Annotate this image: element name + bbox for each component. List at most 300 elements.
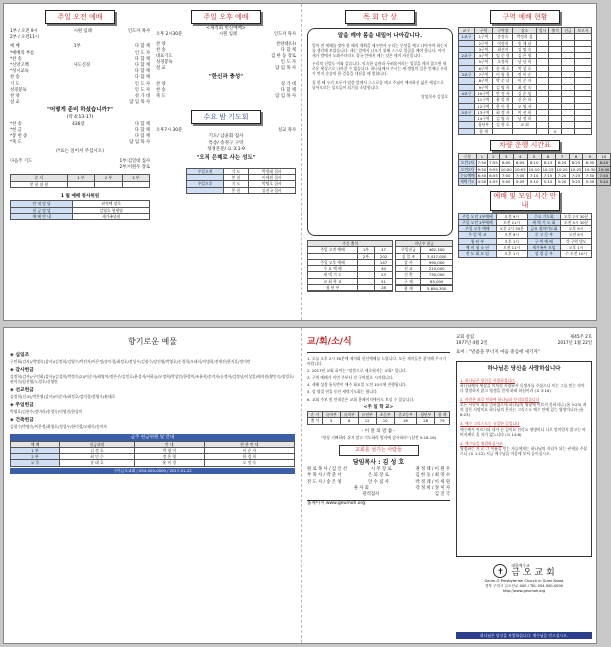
attendance-row-cell: 주일 오전 예배 — [308, 247, 358, 253]
offering-cell — [122, 181, 149, 187]
offering-cell: 봉 헌 위 원 — [11, 181, 68, 187]
pastor-note-paragraph: 얼마 전 새해를 맞아 한 해의 계획을 세우면서 우리는 무엇을 깨고 나아가야 하는지를 생각해 보았습니다. 새는 알에서 나오기 위해 스스로 껍질을 깨야 합니다. 어미 새가 밖에서 도와주더라도 결국 안에서 깨는 것은 새끼 자신입니다. — [312, 43, 448, 59]
sermon-title: "어떻게 준비 하셨습니까?" — [47, 107, 113, 114]
duty-header-cell: 현 관 안 내 — [204, 441, 294, 447]
duty-row-cell: 박정래 집사 — [248, 168, 295, 174]
district-row-cell: 이 순 자 — [513, 78, 536, 84]
attendance-row-cell: 2부 — [358, 253, 375, 259]
bus-row-cell: 7:05 — [513, 172, 527, 178]
order-row-cell: 1부 — [73, 44, 81, 50]
order-row-cell: *신앙고백 — [10, 63, 29, 69]
church-name: 금 오 교 회 — [511, 567, 555, 578]
staff-cell: 박 정 래 / 이 세 원 — [415, 479, 450, 485]
offering-total-row-cell: 462,300 — [421, 247, 453, 253]
bus-row-cell: 5:20 — [555, 179, 569, 185]
district-title: 구역 예배 현황 — [490, 10, 560, 24]
district-row-cell: 교 회 — [513, 122, 536, 128]
news-item: 6. 교회 주보 및 안내문은 교회 홈페이지에서도 보실 수 있습니다. — [307, 396, 415, 402]
news-item: 3. 구역 예배가 이번 주부터 각 구역별로 시작됩니다. — [307, 375, 394, 381]
bus-row-cell: 10:30 — [584, 166, 596, 172]
wednesday-time: 오후7시 30분 — [156, 128, 183, 134]
order-row-cell: *봉 헌 송 — [10, 134, 28, 140]
offering-total-row-cell: 5,894,300 — [421, 286, 453, 292]
meeting-row-cell: 전 도 회 모 임 — [459, 251, 497, 257]
monthly-verse-title: - 이 달 의 말 씀 - — [361, 428, 396, 434]
sunday-school-table — [307, 411, 450, 425]
news-item: 4. 새해 성경 통독반이 매주 화요일 오전 10시에 진행됩니다. — [307, 382, 408, 388]
offering-total-row-cell: 건 축 — [396, 272, 421, 278]
duty-row-cell: 이 순 자 — [204, 447, 294, 453]
bulletin-sheet-outside — [3, 327, 597, 644]
news-item: 2. 2017년 교회 표어는 "말씀으로 새로워지는 교회" 입니다. — [307, 368, 407, 374]
district-row-cell: 4교구 — [459, 90, 475, 96]
order-row-cell: 기 도 — [10, 81, 20, 87]
bus-row-cell: 5:25 — [569, 179, 583, 185]
district-row-cell — [562, 128, 575, 134]
attendance-row-cell: 새 벽 기 도 — [308, 272, 358, 278]
bus-row-cell: 9:55 — [489, 166, 498, 172]
district-row-cell: 3교구 — [459, 72, 475, 78]
meeting-row-cell: 오전 5시 30분 — [561, 219, 592, 225]
district-row-cell: 최선자 — [493, 46, 513, 52]
order-row-cell: 김 한 동 장로 — [271, 54, 296, 60]
order-row-cell: 담 임 목 사 — [275, 66, 296, 72]
attendance-row-cell: 23 — [374, 272, 393, 278]
attendance-row-cell: 교 회 학 교 — [308, 278, 358, 284]
district-row — [459, 128, 592, 134]
wednesday-scripture: 성경본문/ 요 3:1-9 — [207, 147, 245, 153]
order-row — [10, 140, 150, 146]
church-address: 경북 구미시 금오산로 000 / TEL 054-000-0000 — [484, 583, 564, 588]
evening-closing-list — [156, 82, 296, 101]
gospel-section-text: 예수께서 이르시되 내가 곧 길이요 진리요 생명이니 나로 말미암지 않고는 아버지께로 올 자가 없느니라 (요 14:6) — [460, 426, 586, 437]
duty-row-cell: 이세원 집사 — [248, 174, 295, 180]
duty-row-cell: 박 영 미 — [134, 447, 204, 453]
offering-category-names: 강정희(감사)/구인회(감사)/김성희/박정숙(2)/이순자/최영미/정은주/김민호/윤성자/서하늘/오정희/박상민/한경미/조윤희/송미자/유정아/김정남/이상훈/배지원/황인숙/장경호/권미숙/임선영/노정호/신영란 — [10, 374, 294, 385]
attendance-row-cell: 28 — [374, 285, 393, 291]
attendance-row-cell: 51 — [374, 278, 393, 284]
offering-list-column — [10, 328, 295, 643]
duty-row-cell: 오 정 숙 — [204, 460, 294, 466]
offering-total-row-cell: 합 계 — [396, 286, 421, 292]
fold-line — [301, 4, 302, 320]
bus-row-cell: 4:55 — [489, 179, 498, 185]
meeting-row-cell: 주일 오전 1부예배 — [459, 213, 497, 219]
pastor-note-headline: 알을 깨야 몸을 내밀어 나아갑니다. — [337, 33, 423, 39]
district-row-cell: 이 영 경 — [493, 72, 513, 78]
district-row-cell: 최 정 숙 — [513, 84, 536, 90]
attendance-row-cell: 202 — [374, 253, 393, 259]
bus-header-cell: 7 — [555, 154, 569, 160]
duty-row-cell: 주일오전 — [187, 168, 224, 174]
order-row-cell: *성시교독 — [10, 69, 29, 75]
founding-date: 1977년 4월 2일 — [456, 341, 488, 347]
bus-row-cell: 10:05 — [514, 166, 526, 172]
staff-cell: 강 정 희 / 정 미 자 — [415, 485, 450, 491]
bus-row-cell: 8:05 — [513, 160, 527, 166]
news-list — [307, 356, 450, 402]
district-row-cell: 이 선 희 — [513, 109, 536, 115]
order-row-cell: 다 함 께 — [134, 56, 150, 62]
district-row-cell — [459, 128, 475, 134]
bus-row-cell: 10:15 — [542, 166, 554, 172]
meeting-row-cell: 각 구역 별도 — [561, 238, 592, 244]
offering-category-names: 김철수/박명숙/이은정/최영호/정성우/한미경/오태식/송미자 — [10, 424, 107, 430]
issue-date: 2017년 1월 22일 — [557, 341, 592, 347]
district-header-cell: 장소 — [513, 28, 536, 34]
offering-header-cell: 3 부 — [122, 175, 149, 181]
meeting-row-cell: 주일 오전 2부예배 — [459, 219, 497, 225]
meeting-row-cell: 오후 1시 — [496, 238, 527, 244]
staff-cell: 안 수 집 사 — [368, 479, 389, 485]
gospel-section-text: 영접하는 자 곧 그 이름을 믿는 자들에게는 하나님의 자녀가 되는 권세를 주셨으니 (요 1:12) 지금 예수님을 마음에 모셔 들이십시오. — [460, 445, 587, 456]
bus-row-cell: 5:05 — [513, 179, 527, 185]
bus-row-cell: 6:55 — [489, 172, 498, 178]
district-row-cell: 김 영 희 — [493, 84, 513, 90]
sunday-school-header-cell: 청년부 — [417, 412, 435, 418]
district-row-cell: 5구역 — [474, 59, 493, 65]
meeting-row-cell: 청 년 부 — [459, 238, 497, 244]
district-row-cell: 송 제 호 — [493, 65, 513, 71]
church-news-column — [307, 328, 450, 643]
bus-header-cell: 9 — [583, 154, 597, 160]
staff-cell: 김 진 국 — [434, 491, 450, 497]
bus-row-cell: 8:00 — [499, 160, 513, 166]
duty-header-cell: 예 배 — [11, 441, 60, 447]
order-row-cell: 찬 송 — [10, 75, 20, 81]
district-row-cell — [513, 128, 536, 134]
duty-row-cell: 주일오후 — [187, 181, 224, 187]
duty-header-cell: 헌금위원 — [59, 441, 134, 447]
district-row-cell: 1구역 — [474, 34, 493, 40]
order-row-cell: 436장 — [72, 121, 85, 127]
duty-row-cell: 박병호 집사 — [248, 181, 295, 187]
order-row-cell: 인 도 자 — [134, 50, 150, 56]
district-row-cell: 5교구 — [459, 109, 475, 115]
attendance-row-cell: 청 년 부 — [308, 285, 358, 291]
sunday-school-cell: 5 — [322, 418, 340, 424]
wednesday-leader: 설교 목사 — [278, 128, 296, 134]
district-row-cell: 합 계 — [474, 128, 493, 134]
order-row-cell: 인 도 자 — [280, 60, 296, 66]
order-row-cell: *찬 송 — [10, 56, 22, 62]
district-row-cell: 0 — [549, 128, 562, 134]
evening-service-subtitle: <제직회 헌신예배> — [206, 26, 246, 31]
duty-row-cell: 한 경 희 — [204, 454, 294, 460]
meeting-row-cell: 주 일 학 교 — [459, 232, 497, 238]
duty-row-cell: 기 도 — [224, 168, 248, 174]
bus-row-cell: 7:50 — [477, 160, 487, 166]
district-row-cell — [574, 128, 591, 134]
meeting-row-cell: 구 역 예 배 — [527, 238, 561, 244]
cross-logo-icon: ✝ — [493, 564, 507, 578]
duty-row-cell: 기 도 — [224, 181, 248, 187]
duty-row-cell: 윤 미 경 — [134, 460, 204, 466]
church-theme: 표어 : "말씀을 무너지 마음 중심에 새기자" — [456, 350, 540, 356]
district-row-cell — [536, 128, 549, 134]
order-row-cell: 담 임 목 사 — [129, 140, 150, 146]
bus-row-cell: 7:40 — [597, 172, 611, 178]
bus-row-cell: 5:40 — [597, 179, 611, 185]
gospel-section-text: 모든 사람이 죄를 범하였으매 하나님의 영광에 이르지 못하더니 (롬 3:23) 죄의 삯은 사망이요 하나님의 은사는 그리스도 예수 안에 있는 영생이니라 (롬 6:23) — [460, 402, 587, 418]
district-header-cell: 구역장 — [493, 28, 513, 34]
district-row-cell: 김 영 숙 — [493, 116, 513, 122]
meeting-row-cell: 오후 1시 — [496, 251, 527, 257]
sunday-school-header-cell: 순 서 — [308, 412, 323, 418]
meeting-row-cell: 예 비 청 소 년 — [459, 245, 497, 251]
district-row-cell: 7구역 — [474, 72, 493, 78]
district-row-cell: 오 영 자 — [513, 103, 536, 109]
bus-row-cell: 9:50 — [477, 166, 487, 172]
attendance-row-cell: 주일 오후 예배 — [308, 259, 358, 265]
bus-row-cell: 5:15 — [541, 179, 555, 185]
meeting-row-cell: 중 고 등 부 — [527, 232, 561, 238]
district-row-cell — [493, 128, 513, 134]
bus-row-cell: 8:25 — [569, 160, 583, 166]
bus-row-cell: 10:00 — [500, 166, 512, 172]
offering-category-label: ◈ 선교헌금 — [10, 388, 34, 394]
meeting-row-cell: 수 오전 10시 — [561, 251, 592, 257]
attendance-row-cell — [358, 291, 375, 292]
next-week-prayer: 다음주 기도 1부:김일대 집사 — [10, 159, 150, 165]
service-row-cell: 새가족위원 — [73, 214, 150, 220]
bus-header-cell: 6 — [541, 154, 555, 160]
attendance-row — [308, 291, 393, 292]
order-row-cell: 축 도 — [156, 94, 166, 100]
attendance-row-cell: 1부 — [358, 247, 375, 253]
gospel-box — [456, 361, 592, 557]
bus-header-cell: 4 — [513, 154, 527, 160]
church-homepage[interactable]: http://www.geumoh.org — [502, 588, 546, 593]
order-row-cell: 다 함 께 — [134, 44, 150, 50]
bus-row-cell: 8:15 — [541, 160, 555, 166]
order-row-cell: 성경봉독 — [156, 60, 173, 66]
district-row-cell: 10구역 — [474, 90, 493, 96]
order-row-cell: 다 함 께 — [280, 47, 296, 53]
order-row-cell: 설 교 — [156, 66, 166, 72]
district-header-cell: 헌금 — [562, 28, 575, 34]
issue-number: 제45주 2호 — [569, 335, 592, 340]
morning-service-title: 주일 오전 예배 — [45, 10, 115, 24]
gospel-title: 하나님은 당신을 사랑하십니다 — [487, 365, 561, 372]
pastor-note-title: 목 회 단 상 — [345, 10, 415, 24]
meeting-row-cell: 성 경 공 부 — [527, 251, 561, 257]
homepage-footer: 홈페이지 www.geumoh.org — [307, 500, 450, 507]
staff-cell: 원 로 목 사 / 김 인 선 — [307, 467, 348, 473]
pastor-note-paragraph: 올 한 해 우리 모두가 말씀 앞에서 스스로를 깨고 주님이 예비하신 넓은 세상으로 날아오르는 성도들이 되기를 소망합니다. — [312, 79, 444, 90]
meeting-row-cell: 오전 9시 — [496, 213, 527, 219]
district-header-cell: 일시 — [536, 28, 549, 34]
district-row-cell: 신 은 희 — [513, 97, 536, 103]
meeting-row — [459, 251, 592, 257]
duty-row-cell: 김 정 호 — [59, 447, 134, 453]
bus-row-cell: 새벽기도 — [460, 179, 475, 185]
duty-row-cell: 최 민 수 — [59, 454, 134, 460]
offering-total-row-cell: 990,000 — [421, 259, 453, 265]
attendance-row-cell — [308, 291, 358, 292]
offering-total-row-cell: 85,000 — [421, 278, 453, 284]
service-row-cell: 김영호 형제팀 — [73, 207, 150, 213]
offering-total-row-cell: 3,417,000 — [421, 253, 453, 259]
district-row-cell: 이정희 — [493, 40, 513, 46]
bus-row-cell: 7:15 — [541, 172, 555, 178]
bus-header-cell: 2 — [488, 154, 500, 160]
bus-row-cell: 수요예배 — [460, 172, 475, 178]
bus-row-cell: 오전2차 — [459, 166, 477, 172]
attendance-row-cell: 40 — [374, 266, 393, 272]
church-english-name: Geum-O Presbyterian Church in Gumi Korea — [484, 578, 564, 583]
closing-order-list — [10, 122, 150, 147]
district-header-cell: 출석 — [549, 28, 562, 34]
founding-label: 교회 설립 — [456, 335, 474, 340]
service-row-cell: 권혁택 장로 — [73, 201, 150, 207]
bus-header-cell: 구분 — [459, 154, 477, 160]
attendance-row-cell — [374, 291, 393, 292]
order-row-cell: 다 함 께 — [134, 63, 150, 69]
staff-list — [307, 467, 450, 498]
district-row-cell: 12구역 — [474, 103, 493, 109]
bus-row — [459, 166, 611, 172]
wednesday-prayer: 기도/ 남윤회 집사 — [208, 134, 244, 140]
bus-row-cell: 8:30 — [583, 160, 597, 166]
duty-row-cell: 봉 헌 — [224, 187, 248, 193]
cover-column — [456, 328, 592, 643]
order-row-cell: 인 도 자 — [134, 87, 150, 93]
sunday-school-header-cell: 유치부 — [340, 412, 358, 418]
meeting-times-title: 예배 및 모임 시간 안내 — [490, 191, 560, 211]
morning-service-column: 주일 오전 예배 1부 / 오전 9시 시원 입례 인도자 목사 2부 / 오전11시 예 배 1부 다 함 께 *예배의 부름 인 도 자 *찬 송 다 함 께 *신앙고백 사도신경 다 함 께 *성시교독 다 함 께 찬 송 다 함 께 기 도 인 도 자 성경봉독 인 도 자 찬 양 성 가 대 설 교 담 임 목 사 "어떻게 준비 하셨습니까?" (막 4:13-17) *찬 송 436장 다 함 께 *헌 금 다 함 께 *봉 헌 송 다 함 께 *축 도 담 임 목 사 (*표는 일어서 주십시오) 다음주 기도 1부:김일대 집사 2부:이원우 장로 순 서 1 부 2 부 3 부 봉 헌 위 원 1 월 예배 봉사위원 안 내 담 당 권혁택 장로 헌 금 담 당 김영호 형제팀 예 배 안 내 새가족위원 — [10, 4, 150, 320]
offering-category-list — [10, 352, 295, 430]
meeting-row-cell: 오전 9시 — [496, 232, 527, 238]
staff-cell: 시 무 장 로 — [370, 467, 392, 473]
gospel-section-head: 1. 하나님은 당신을 사랑하십니다 — [460, 377, 515, 383]
footer-bar: 구미금오교회 / 054-000-0000 / 2017-01-22 — [10, 468, 295, 474]
duty-row-cell: 봉 헌 — [224, 174, 248, 180]
offering-category-label: ◈ 십일조 — [10, 353, 30, 358]
bus-row-cell: 5:30 — [583, 179, 597, 185]
duty-row-cell: 송 태 호 — [59, 460, 134, 466]
pastor-signature: 담임목사 김성호 — [421, 93, 448, 99]
order-row-cell: 다 함 께 — [134, 121, 150, 127]
district-row-cell: 박 순 녀 — [493, 78, 513, 84]
meeting-row-cell: 오후 7시 30분 — [561, 213, 592, 219]
bus-row-cell: 5:10 — [527, 179, 541, 185]
bus-row-cell: 5:00 — [499, 179, 513, 185]
wednesday-service-title: 수요 밤 기도회 — [191, 110, 261, 124]
news-item: 5. 설 명절 연휴 동안 새벽기도회는 쉽니다. — [307, 389, 378, 395]
order-row-cell: *축 도 — [10, 140, 22, 146]
duty-row-cell — [187, 187, 224, 193]
denomination: 대한예수교 — [511, 562, 530, 568]
district-row-cell: 1교구 — [459, 34, 475, 40]
duty-row-cell: 2 부 — [11, 454, 60, 460]
church-logo-block — [456, 563, 592, 579]
district-row-cell: 11구역 — [474, 97, 493, 103]
pastor-column — [307, 4, 453, 320]
order-row-cell: 다 함 께 — [134, 69, 150, 75]
offering-cell — [67, 181, 94, 187]
order-row-cell: *헌 금 — [10, 128, 22, 134]
wednesday-special-song: 특송/ 송정구 구역 — [208, 140, 244, 146]
district-row-cell: 14구역 — [474, 116, 493, 122]
staff-cell: 권 사 회 — [353, 485, 369, 491]
duty-row-cell: 정 은 영 — [134, 454, 204, 460]
evening-order-list — [156, 42, 296, 73]
district-header-cell: 교구 — [459, 28, 475, 34]
bus-header-cell: 3 — [499, 154, 513, 160]
bus-row-cell: 7:20 — [555, 172, 569, 178]
order-row-cell: 성 가 대 — [280, 81, 296, 87]
morning-order-list — [10, 44, 150, 106]
bus-row-cell: 오전1차 — [459, 160, 477, 166]
duty-row — [11, 460, 295, 466]
order-row-cell: *찬 송 — [10, 121, 22, 127]
order-row-cell: 찬 송 — [156, 87, 166, 93]
sunday-school-cell: 10 — [376, 418, 394, 424]
bus-row-cell: 7:00 — [499, 172, 513, 178]
sunday-school-cell: 8 — [340, 418, 358, 424]
bus-row-cell: 7:30 — [583, 172, 597, 178]
attendance-row-cell: 수 요 예 배 — [308, 266, 358, 272]
staff-cell: 김 한 동 / 최 영 수 — [415, 473, 450, 479]
offering-total-row — [396, 286, 453, 292]
schedule-column — [458, 4, 610, 320]
offering-total-table: 지난주 헌금 주일헌금 462,300 십 일 조 3,417,000 감 사 990,000 선 교 210,000 건 축 730,000 구 제 85,000 합 계 5,894,300 — [395, 240, 453, 292]
district-row-cell: 남 남 희 — [513, 59, 536, 65]
district-row-cell: 박 상 호 — [513, 65, 536, 71]
order-row-cell: 인 도 자 — [134, 81, 150, 87]
offering-total-row-cell: 십 일 조 — [396, 253, 421, 259]
bus-row-cell: 6:50 — [477, 172, 487, 178]
offering-header-cell: 1 부 — [67, 175, 94, 181]
staff-cell: 권 정 택 / 이 원 우 — [415, 467, 450, 473]
meeting-row-cell: 오후 2시 30분 — [496, 226, 527, 232]
order-row-cell: 성경봉독 — [10, 87, 27, 93]
bus-schedule-table — [458, 153, 611, 185]
service-committee-table — [10, 200, 150, 220]
district-row-cell: 박정희 집 — [513, 34, 536, 40]
order-row-cell: *예배의 부름 — [10, 50, 35, 56]
bus-row — [459, 160, 611, 166]
district-row-cell: 김 형 호 — [493, 122, 513, 128]
district-row-cell: 한 미 경 — [493, 103, 513, 109]
offering-cell — [95, 181, 122, 187]
order-row-cell: 찬 양 — [10, 94, 20, 100]
order-row-cell: 찬양대(다) — [276, 41, 296, 47]
service-row-cell: 헌 금 담 당 — [11, 207, 73, 213]
bus-row — [459, 179, 611, 185]
order-row-cell: 다 함 께 — [134, 75, 150, 81]
sermon-reference: (막 4:13-17) — [66, 115, 94, 121]
meeting-row-cell: 오전 11시 — [496, 219, 527, 225]
bus-row-cell: 8:40 — [597, 160, 611, 166]
duty-row-cell: 1 부 — [11, 447, 60, 453]
district-row-cell: 8구역 — [474, 78, 493, 84]
bus-header-cell: 8 — [569, 154, 583, 160]
duty-header-cell: 안 내 — [134, 441, 204, 447]
gospel-section-head: 3. 예수 그리스도는 유일한 길입니다 — [460, 421, 520, 427]
gospel-section-head: 4. 예수님을 영접하십시오 — [460, 440, 503, 446]
offering-category-label: ◈ 주일헌금 — [10, 403, 34, 409]
staff-cell: 부 목 사 / 박 준 서 — [307, 473, 342, 479]
order-row-cell: 사도신경 — [73, 63, 91, 69]
stats-area — [307, 240, 453, 292]
order-row-cell: 설 교 — [10, 100, 20, 106]
bus-row-cell: 7:25 — [569, 172, 583, 178]
sunday-school-cell: 79 — [435, 418, 450, 424]
meeting-row-cell: 오후 1시 — [561, 245, 592, 251]
staff-title: 교회를 섬기는 사람들 — [339, 445, 419, 456]
